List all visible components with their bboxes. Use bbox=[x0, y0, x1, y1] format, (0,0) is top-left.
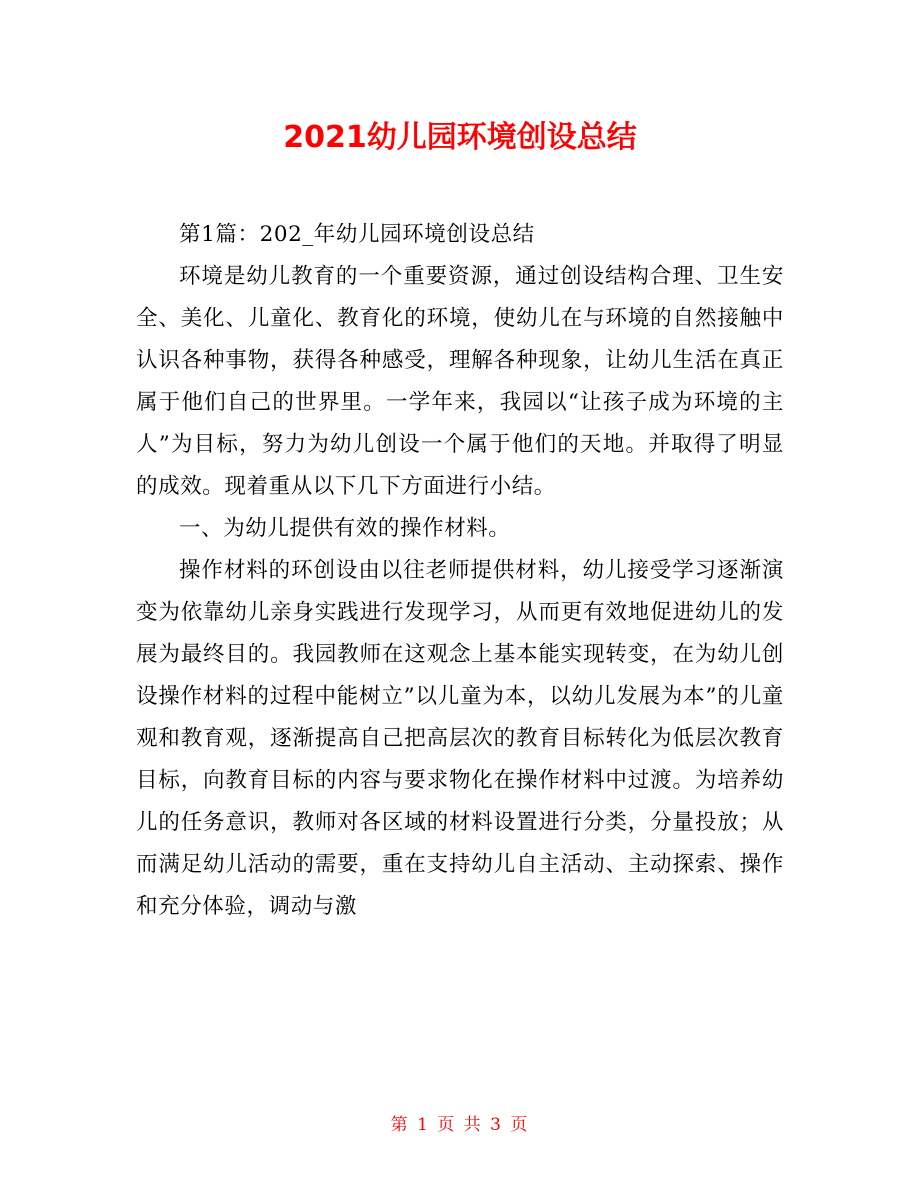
document-title: 2021幼儿园环境创设总结 bbox=[283, 120, 637, 155]
section-heading: 第1篇：202_年幼儿园环境创设总结 bbox=[179, 222, 535, 247]
paragraph-materials: 操作材料的环创设由以往老师提供材料，幼儿接受学习逐渐演变为依靠幼儿亲身实践进行发现学习，从而更有效地促进幼儿的发展为最终目的。我园教师在这观念上基本能实现转变，在为幼儿创设操作材料的过程中能树立”以儿童为本，以幼儿发展为本”的儿童观和教育观，逐渐提高自己把高层次的教育目标转化为低层次教育目标，向教育目标的内容与要求物化在操作材料中过渡。为培养幼儿的任务意识，教师对各区域的材料设置进行分类，分量投放；从而满足幼儿活动的需要，重在支持幼儿自主活动、主动探索、操作和充分体验，调动与激 bbox=[136, 558, 784, 919]
paragraph-section-one-heading: 一、为幼儿提供有效的操作材料。 bbox=[179, 516, 511, 541]
page-footer: 第 1 页 共 3 页 bbox=[390, 1115, 530, 1135]
document-body bbox=[136, 214, 784, 928]
paragraph-intro: 环境是幼儿教育的一个重要资源，通过创设结构合理、卫生安全、美化、儿童化、教育化的环境，使幼儿在与环境的自然接触中认识各种事物，获得各种感受，理解各种现象，让幼儿生活在真正属于他们自己的世界里。一学年来，我园以“让孩子成为环境的主人”为目标，努力为幼儿创设一个属于他们的天地。并取得了明显的成效。现着重从以下几下方面进行小结。 bbox=[136, 264, 784, 499]
